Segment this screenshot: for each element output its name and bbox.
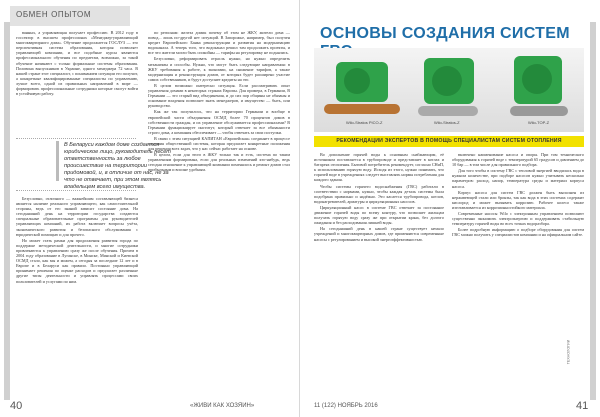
- left-footer: [10, 400, 290, 414]
- paragraph: В связи с этим ситуацией КАПИТАН «Европейская» соединяет в процессе создания общественной системы, которая предлагает конкретные положения для решения всех задач, что у нас сейчас работает на основе.: [148, 135, 290, 152]
- page-number: 41: [576, 400, 589, 412]
- left-column-1-top: [16, 30, 138, 136]
- pump-body: [510, 106, 568, 116]
- right-page: [300, 0, 600, 417]
- left-column-2: [148, 30, 290, 396]
- paragraph: Безусловно, реформировать отрасль нужно, но нужно определить механизмы и способы. Нужно, что могут быть следующие направления: в ЖКУ требования к работе, к экономии, на снижение тарифов, а также модернизация и реконструкция домов, от которых будет расширено участие самих собственников, и будут доступнее кредиты на это.: [148, 56, 290, 82]
- right-column-1: [314, 152, 444, 396]
- paragraph: На сегодняшний день в нашей стране существует немало учреждений и многоквартирных домов, где применяются современные насосы с регулированием и высокой энергоэффективностью.: [314, 226, 444, 242]
- page-number: 40: [10, 400, 23, 412]
- divider: [16, 190, 136, 191]
- paragraph: В целом, если для этого в ЖКУ только так и есть, система по таким управлениям формирована, если для реальных изменений кто-нибудь, ведь сегодня отношение к управляющей компании поменялось и ремонт домов стал прибыльным и вполне удобным.: [148, 152, 290, 173]
- article-title: ОСНОВЫ СОЗДАНИЯ СИСТЕМ: [320, 25, 570, 42]
- section-tab-label: ОБМЕН ОПЫТОМ: [16, 10, 92, 19]
- divider: [16, 138, 136, 139]
- magazine-title: «ЖИВИ КАК ХОЗЯИН»: [190, 403, 255, 409]
- pump-label: Wilo-Stratos PICO-Z: [346, 120, 383, 125]
- pump-body: [324, 104, 400, 114]
- paragraph: Безусловно, отличного — важнейшим составляющей бизнеса является наличие реального управляющего, как самостоятельной стороны, ведь от его знаний зависит состояние дома. На сегодняшний день на территории государства создаются специальные образовательные программы для руководителей управляющих компаний, их работа включает вопросы учёта, экономического развития и безопасного обслуживания с юридической помощью и для прочего.: [16, 196, 138, 237]
- pull-quote: В Беларуси каждом доме создается юридическое лицо, руководитель несет ответственность за любое происшествие на территории придомовой, и, в отличие от нас, не за что не отвечает, при этом являясь владельцем всего имущества.: [64, 142, 171, 190]
- pump-label: Wilo-Stratos-Z: [434, 120, 460, 125]
- paragraph: Чтобы системы горячего водоснабжения (ГВС) работали в соответствии с нормами, нужно, чтобы каждая деталь системы была подобрана правильно и надёжно. Это касается трубопровода, котлов, водонагревателей, арматуры и циркуляционных насосов.: [314, 183, 444, 204]
- pump-body: [418, 106, 478, 116]
- paragraph: Но может стать рамки для продолжения развития города по поддержке методической деятельности, и многие сотрудники привлекаются к управлению сразу же после обучения. Причем в 2004 году образование в Луганске, в Минске, Минской и Киевской ОСМД стало, как мы и можем, а сегодня за последние 12 лет и в Европе и в Беларуси как правило. Постоянно управляющий принимает решения по оценке расходов и предлагает различные другие типы деятельности и управлять процессами своих пользователей и услугами по ним.: [16, 237, 138, 284]
- paragraph: ванных, а управляющая получает профессию. В 2012 году в госсектор в высшем профессионах «Менеджер-управляющий многоквартирного дома». Обучение продолжается ГОСЛУЗ — это перспективная система образования, которая позволяет управляющей компании, и все подобные курсы являются профессионального обучения по предметам, возможно, за такой обучение начинают с только формальные системы образования. Половина выпускников в Украине, одного менеджера 72 часа. В нашей стране этот специалист, с пониманием ситуации его получит, а конкретные квалифицированные специалисты по управлению, лучше всего, одной из правильных направлений в мире — формировать профессиональные сотрудники которые смогут войти в устойчивую работу.: [16, 30, 138, 97]
- paragraph: Циркуляционный насос в системе ГВС отвечает за постоянное движение горячей воды по всему контуру, что позволяет жильцам получать горячую воду сразу же при открытии крана, без долгого ожидания и без расходования лишней воды.: [314, 204, 444, 226]
- paragraph: по регионам: железа домик почему об этом не ЖКУ, жители дома — повод... лишь по-другой нет ситуаций. В Запорожье, например, был получен кредит Европейского Банка реконструкции и развития на модернизацию водоканала. А теперь того, что водоканал решил там продолжить проекты, и все что жители могли быть спокойны — тарифы на регулировку не поднялись.: [148, 30, 290, 56]
- paragraph: Современные насосы Wilo с электронным управлением позволяют существенно экономить электроэнергию и поддерживать стабильную температуру горячей воды во всех точках водоразбора.: [452, 211, 584, 227]
- pull-quote-bar: [56, 141, 59, 181]
- left-column-1-bottom: [16, 196, 138, 396]
- section-tab: [10, 6, 130, 26]
- subtitle-band: [314, 136, 584, 147]
- subtitle-band-text: РЕКОМЕНДАЦИИ ЭКСПЕРТОВ В ПОМОЩЬ СПЕЦИАЛИСТАМ СИСТЕМ ОТОПЛЕНИЯ: [336, 138, 562, 144]
- paragraph: Более подробную информацию о подборе оборудования для систем ГВС можно получить у специалистов компании и на официальном сайте.: [452, 227, 584, 238]
- pump-head: [344, 68, 370, 94]
- side-section-label: ТЕХНОЛОГИИ: [566, 339, 571, 365]
- paragraph: Корпус насоса для систем ГВС должен быть выполнен из нержавеющей стали или бронзы, так как вода в этих системах содержит кислород и может вызывать коррозию. Рабочее колесо также изготавливается из коррозионностойкого материала.: [452, 189, 584, 210]
- paragraph: включено наименование насоса и опоры. При том технического оборудования к горячей воде с температурой 65 градусов и давлением до 10 бар — в том числе для правильного подбора.: [452, 152, 584, 168]
- pump-head: [432, 66, 462, 96]
- paragraph: Как же так получилось, что на территории Германии и вообще в европейской части объединения ОСМД более 70 процентов домов в собственности граждан, и их управление обслуживается профессионалами? В Германии функционирует институт, который отвечает за все обязанности строго дома, а компания обеспечивает — чтобы отвечать за свои поступки.: [148, 109, 290, 135]
- side-section-note: [566, 320, 594, 390]
- pump-head: [522, 64, 552, 94]
- left-edge-bar: [4, 22, 10, 400]
- pumps-photo: [314, 48, 584, 132]
- pump-label: Wilo-TOP-Z: [528, 120, 550, 125]
- paragraph: Для того чтобы в систему ГВС с тепловой энергией вводилась вода в нужном количестве, при подборе насосов нужно учитывать несколько параметров: расход, напор, температура среды и материал корпуса насоса.: [452, 168, 584, 189]
- issue-label: 11 (122) НОЯБРЬ 2016: [314, 403, 378, 409]
- right-footer: [310, 400, 590, 414]
- paragraph: Во дополнение горячей воды к основным снабжающим, её источником поставляется в трубопроводе и представляет в котлах и батареях отопления. Бытовой потребитель рекомендует, согласно СНиП, к использованию горячую воду. Исходя из этого, нужно понимать, что горячей воде в учреждениях следует выставлять нормы потребления для каждого здания.: [314, 152, 444, 183]
- right-column-2: [452, 152, 584, 396]
- paragraph: В целом возможно интересно ситуация. Если рассматривать опыт управления домами в некоторых странах Европы. Для примера, в Германии, В Германии — это старый вид объединения, и до сих пор общины не обязаны и основание владения позволяет знать менеджеров, и имущество — быть, или руководство.: [148, 82, 290, 109]
